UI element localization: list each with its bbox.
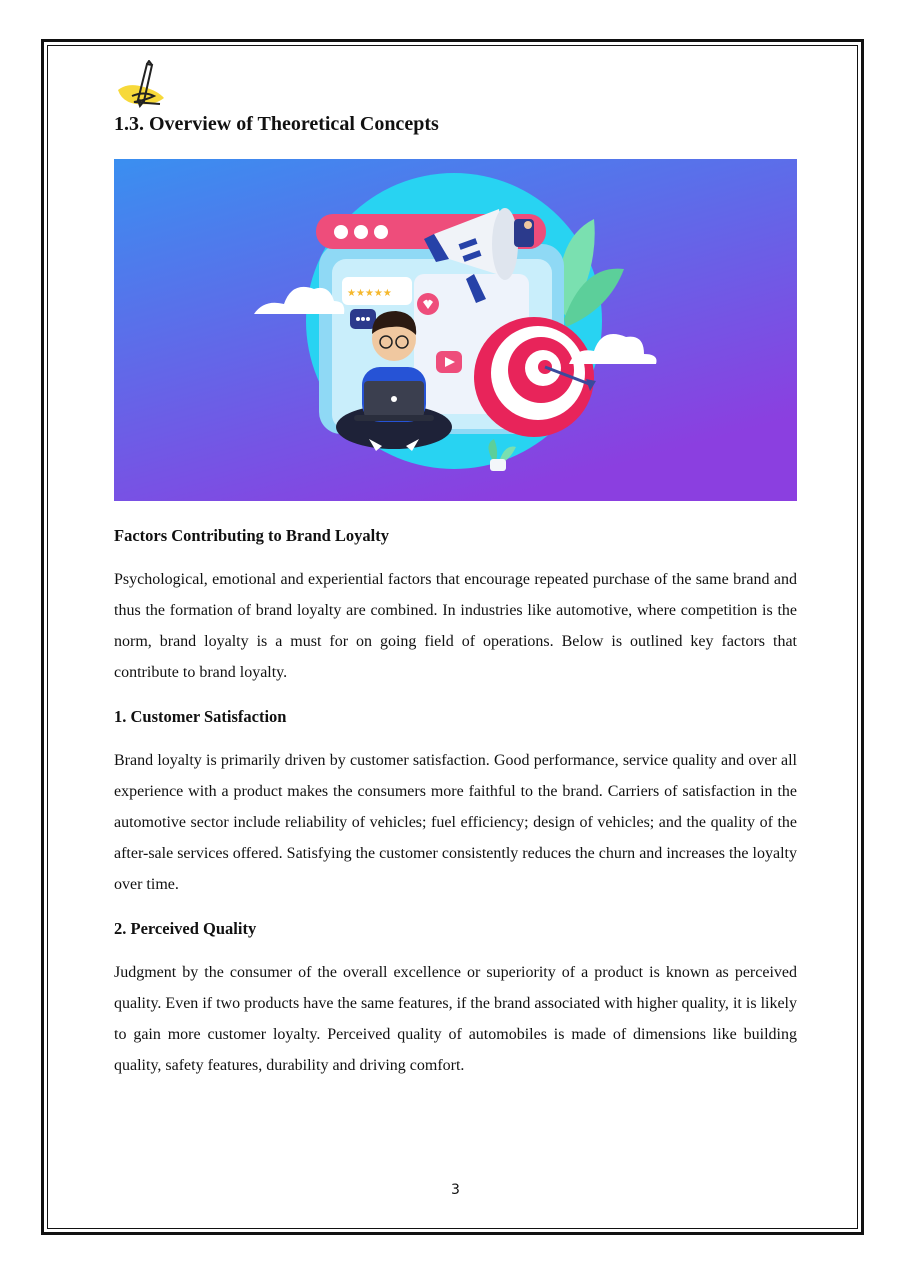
heart-icon	[417, 293, 439, 315]
hero-illustration	[114, 159, 797, 501]
section-heading: 1.3. Overview of Theoretical Concepts	[114, 113, 439, 135]
perceived-quality-paragraph: Judgment by the consumer of the overall excellence or superiority of a product is known as perceived quality. Even if two products have the same features, if the brand associated with higher quality, it is likely to gain more customer loyalty. Perceived quality of automobiles is made of dimensions like building quality, safety features, durability and driving comfort.	[114, 964, 797, 1074]
customer-satisfaction-title: 1. Customer Satisfaction	[114, 707, 287, 726]
factors-title: Factors Contributing to Brand Loyalty	[114, 526, 390, 545]
customer-satisfaction-paragraph: Brand loyalty is primarily driven by customer satisfaction. Good performance, service quality and over all experience with a product makes the consumers more faithful to the brand. Carriers of satisfaction in the automotive sector include reliability of vehicles; fuel efficiency; design of vehicles; and the quality of the after-sale services offered. Satisfying the customer consistently reduces the churn and increases the loyalty over time.	[114, 752, 797, 893]
factors-intro-paragraph: Psychological, emotional and experiential factors that encourage repeated purchase of the same brand and thus the formation of brand loyalty are combined. In industries like automotive, where competition is the norm, brand loyalty is a must for on going field of operations. Below is outlined key factors that contribute to brand loyalty.	[114, 571, 797, 681]
rating-stars: ★★★★★	[347, 288, 392, 299]
chat-bubble-icon	[350, 309, 376, 329]
page-number: 3	[451, 1182, 460, 1198]
pen-logo-icon	[114, 60, 170, 110]
perceived-quality-title: 2. Perceived Quality	[114, 919, 257, 938]
play-icon	[436, 351, 462, 373]
